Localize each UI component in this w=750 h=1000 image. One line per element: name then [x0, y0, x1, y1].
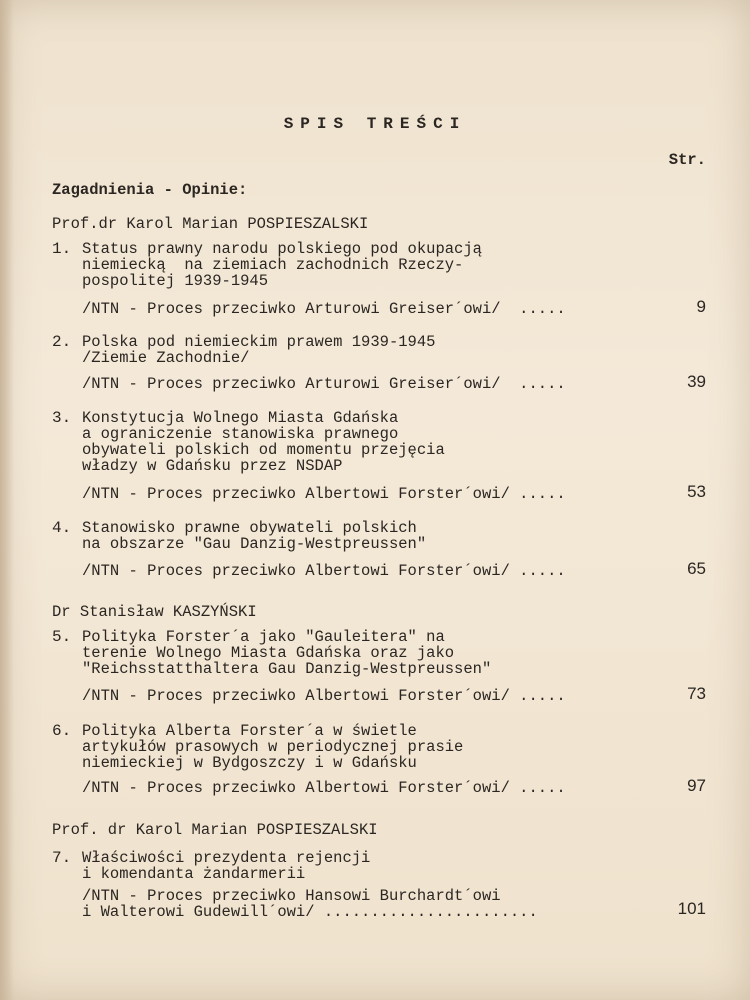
entry-case-line: /NTN - Proces przeciwko Albertowi Forster´owi/ .....	[82, 562, 566, 580]
entry-title-line: Status prawny narodu polskiego pod okupacją	[82, 240, 482, 258]
entry-title-line: /Ziemie Zachodnie/	[82, 349, 250, 367]
entry-case-line: i Walterowi Gudewill´owi/ .......................	[82, 903, 538, 921]
entry-number: 3.	[52, 409, 72, 427]
entry-page-number: 9	[696, 297, 706, 316]
entry-page-number: 65	[687, 559, 706, 578]
entry-title-line: na obszarze "Gau Danzig-Westpreussen"	[82, 535, 427, 553]
entry-title-line: i komendanta żandarmerii	[82, 865, 306, 883]
entry-title-line: artykułów prasowych w periodycznej prasie	[82, 738, 464, 756]
entry-number: 5.	[52, 628, 72, 646]
entry-title-line: Konstytucja Wolnego Miasta Gdańska	[82, 409, 399, 427]
entry-case-line: /NTN - Proces przeciwko Hansowi Burchardt´owi	[82, 887, 501, 905]
entry-case-line: /NTN - Proces przeciwko Arturowi Greiser´owi/ .....	[82, 300, 566, 318]
entry-page-number: 39	[687, 372, 706, 391]
entry-title-line: Polska pod niemieckim prawem 1939-1945	[82, 333, 436, 351]
entry-title-line: a ograniczenie stanowiska prawnego	[82, 425, 399, 443]
entry-number: 2.	[52, 333, 72, 351]
entry-title-line: niemieckiej w Bydgoszczy i w Gdańsku	[82, 754, 417, 772]
entry-title-line: Właściwości prezydenta rejencji	[82, 849, 371, 867]
entry-title-line: terenie Wolnego Miasta Gdańska oraz jako	[82, 644, 455, 662]
entry-page-number: 73	[687, 684, 706, 703]
entry-number: 4.	[52, 519, 72, 537]
entry-case-line: /NTN - Proces przeciwko Albertowi Forster´owi/ .....	[82, 779, 566, 797]
page-column-label: Str.	[668, 151, 706, 169]
entry-title-line: "Reichsstatthaltera Gau Danzig-Westpreussen"	[82, 660, 492, 678]
entry-page-number: 101	[677, 899, 706, 918]
entry-title-line: Polityka Forster´a jako "Gauleitera" na	[82, 628, 445, 646]
entry-page-number: 97	[687, 776, 706, 795]
page-binding-shadow	[0, 0, 14, 1000]
entry-title-line: obywateli polskich od momentu przejęcia	[82, 441, 445, 459]
author-heading: Prof. dr Karol Marian POSPIESZALSKI	[52, 821, 378, 839]
author-heading: Dr Stanisław KASZYŃSKI	[52, 603, 257, 621]
entry-number: 1.	[52, 240, 72, 258]
entry-number: 7.	[52, 849, 72, 867]
entry-page-number: 53	[687, 482, 706, 501]
entry-title-line: niemiecką na ziemiach zachodnich Rzeczy-	[82, 256, 464, 274]
entry-title-line: Polityka Alberta Forster´a w świetle	[82, 722, 417, 740]
entry-title-line: pospolitej 1939-1945	[82, 272, 269, 290]
entry-case-line: /NTN - Proces przeciwko Albertowi Forster´owi/ .....	[82, 687, 566, 705]
author-heading: Prof.dr Karol Marian POSPIESZALSKI	[52, 215, 369, 233]
page-title: SPIS TREŚCI	[283, 115, 467, 133]
entry-case-line: /NTN - Proces przeciwko Albertowi Forster´owi/ .....	[82, 485, 566, 503]
section-heading: Zagadnienia - Opinie:	[52, 181, 248, 199]
entry-case-line: /NTN - Proces przeciwko Arturowi Greiser´owi/ .....	[82, 375, 566, 393]
entry-title-line: Stanowisko prawne obywateli polskich	[82, 519, 417, 537]
entry-number: 6.	[52, 722, 72, 740]
entry-title-line: władzy w Gdańsku przez NSDAP	[82, 457, 343, 475]
